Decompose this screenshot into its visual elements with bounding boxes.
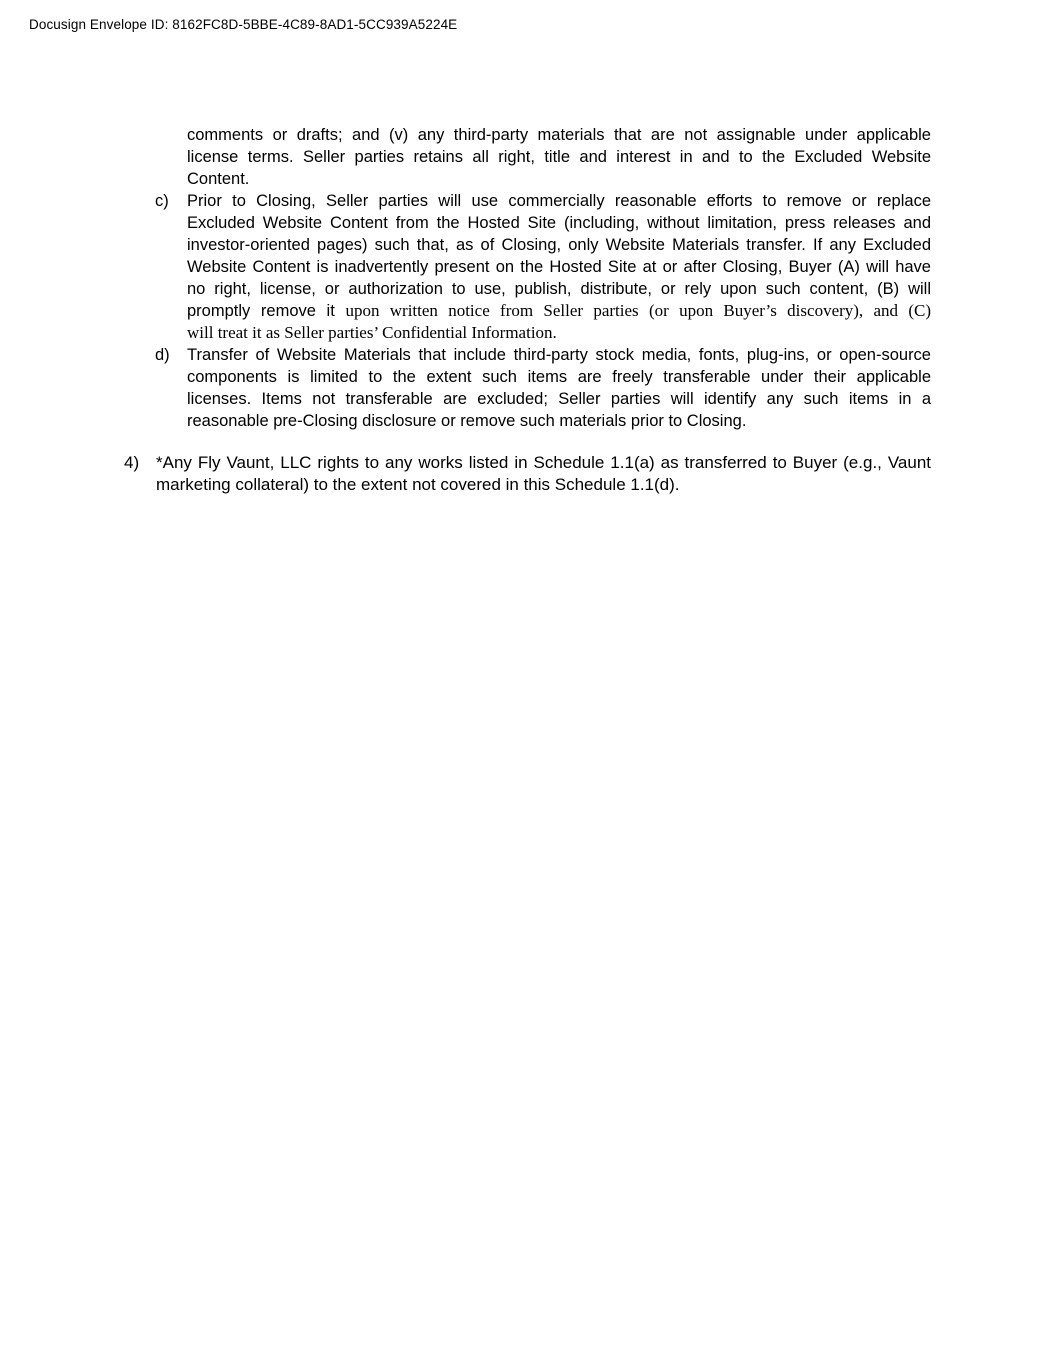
text-line: licenses. Items not transferable are excluded; Seller parties will identify any such items in a bbox=[187, 390, 931, 408]
text-segment-sans: promptly remove it bbox=[187, 302, 335, 320]
section-4-paragraph bbox=[156, 452, 931, 496]
text-line: reasonable pre-Closing disclosure or remove such materials prior to Closing. bbox=[187, 412, 747, 430]
list-marker-d: d) bbox=[155, 346, 170, 364]
section-number-4: 4) bbox=[124, 453, 140, 472]
text-line: marketing collateral) to the extent not covered in this Schedule 1.1(d). bbox=[156, 475, 680, 494]
text-line: *Any Fly Vaunt, LLC rights to any works listed in Schedule 1.1(a) as transferred to Buyer (e.g., Vaunt bbox=[156, 453, 931, 472]
envelope-id-header: Docusign Envelope ID: 8162FC8D-5BBE-4C89-8AD1-5CC939A5224E bbox=[29, 17, 458, 32]
text-line: Prior to Closing, Seller parties will use commercially reasonable efforts to remove or replace bbox=[187, 192, 931, 210]
list-item-d bbox=[187, 344, 931, 432]
text-line: Excluded Website Content from the Hosted Site (including, without limitation, press releases and bbox=[187, 214, 931, 232]
text-segment-serif: upon written notice from Seller parties (or upon Buyer’s discovery), and (C) bbox=[345, 301, 931, 320]
text-line: components is limited to the extent such items are freely transferable under their applicable bbox=[187, 368, 931, 386]
list-item-c bbox=[187, 190, 931, 344]
list-marker-c: c) bbox=[155, 192, 169, 210]
text-line: will treat it as Seller parties’ Confidential Information. bbox=[187, 323, 557, 342]
text-line bbox=[187, 300, 931, 322]
text-line: no right, license, or authorization to use, publish, distribute, or rely upon such content, (B) will bbox=[187, 280, 931, 298]
text-line: Website Content is inadvertently present on the Hosted Site at or after Closing, Buyer (A) will have bbox=[187, 258, 931, 276]
text-line: investor-oriented pages) such that, as of Closing, only Website Materials transfer. If any Excluded bbox=[187, 236, 931, 254]
text-line: Transfer of Website Materials that include third-party stock media, fonts, plug-ins, or open-source bbox=[187, 346, 931, 364]
text-line: Content. bbox=[187, 170, 250, 188]
continuation-paragraph bbox=[187, 124, 931, 190]
text-line: comments or drafts; and (v) any third-party materials that are not assignable under applicable bbox=[187, 126, 931, 144]
text-line: license terms. Seller parties retains all right, title and interest in and to the Excluded Website bbox=[187, 148, 931, 166]
